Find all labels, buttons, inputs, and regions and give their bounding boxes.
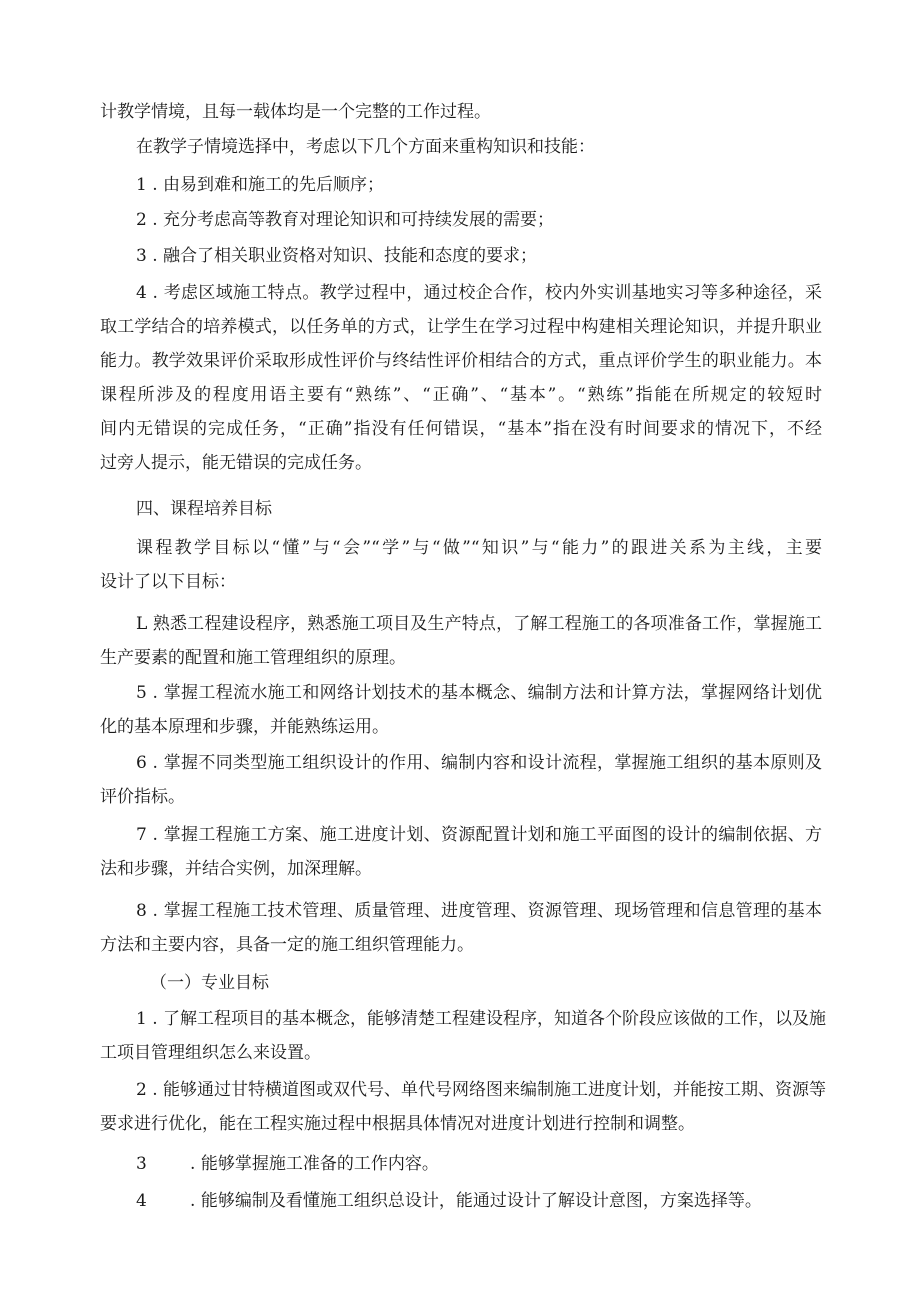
text-line: 评价指标。 <box>100 787 185 807</box>
professional-goal-1 <box>100 1002 827 1070</box>
paragraph-teaching-situation <box>100 95 822 129</box>
text-line: 在教学子情境选择中，考虑以下几个方面来重构知识和技能： <box>136 137 595 157</box>
text-line: 3 . 能够掌握施工准备的工作内容。 <box>136 1154 439 1174</box>
text-line: 1 . 了解工程项目的基本概念，能够清楚工程建设程序，知道各个阶段应该做的工作，以及施 <box>136 1009 827 1029</box>
subsection-heading <box>100 966 822 1000</box>
section-heading <box>100 492 822 526</box>
text-line: 法和步骤，并结合实例，加深理解。 <box>100 859 372 879</box>
goal-item-7 <box>100 818 822 886</box>
text-line: 方法和主要内容，具备一定的施工组织管理能力。 <box>100 935 474 955</box>
text-line: 6 . 掌握不同类型施工组织设计的作用、编制内容和设计流程，掌握施工组织的基本原则及 <box>136 753 822 773</box>
list-item-2 <box>100 203 822 237</box>
text-line: 过旁人提示，能无错误的完成任务。 <box>100 453 372 473</box>
heading-line: 四、课程培养目标 <box>136 499 272 519</box>
text-line: 生产要素的配置和施工管理组织的原理。 <box>100 648 406 668</box>
text-line: 2 . 充分考虑高等教育对理论知识和可持续发展的需要； <box>136 210 555 230</box>
text-line: 要求进行优化，能在工程实施过程中根据具体情况对进度计划进行控制和调整。 <box>100 1114 695 1134</box>
text-line: 2 . 能够通过甘特横道图或双代号、单代号网络图来编制施工进度计划，并能按工期、资源等 <box>136 1080 827 1100</box>
text-line: 能力。教学效果评价采取形成性评价与终结性评价相结合的方式，重点评价学生的职业能力。本 <box>100 351 822 371</box>
list-item-1 <box>100 168 822 202</box>
list-item-3 <box>100 239 822 273</box>
text-line: 5 . 掌握工程流水施工和网络计划技术的基本概念、编制方法和计算方法，掌握网络计划优 <box>136 683 822 703</box>
heading-line: （一）专业目标 <box>150 973 269 993</box>
text-line: 课程教学目标以“懂”与“会”“学”与“做”“知识”与“能力”的跟进关系为主线，主要 <box>136 538 822 558</box>
text-line: 3 . 融合了相关职业资格对知识、技能和态度的要求； <box>136 246 538 266</box>
text-line: L 熟悉工程建设程序，熟悉施工项目及生产特点，了解工程施工的各项准备工作，掌握施工 <box>136 614 822 634</box>
text-line: 工项目管理组织怎么来设置。 <box>100 1043 321 1063</box>
paragraph-goals-intro <box>100 531 822 599</box>
text-line: 取工学结合的培养模式，以任务单的方式，让学生在学习过程中构建相关理论知识，并提升职业 <box>100 317 822 337</box>
text-line: 4 . 考虑区域施工特点。教学过程中，通过校企合作，校内外实训基地实习等多种途径，采 <box>136 283 822 303</box>
text-line: 7 . 掌握工程施工方案、施工进度计划、资源配置计划和施工平面图的设计的编制依据、方 <box>136 825 822 845</box>
text-line: 间内无错误的完成任务，“正确”指没有任何错误，“基本”指在没有时间要求的情况下，不经 <box>100 419 822 439</box>
goal-item-1 <box>100 607 822 675</box>
professional-goal-3 <box>100 1147 822 1181</box>
goal-item-8 <box>100 894 822 962</box>
paragraph-intro <box>100 130 822 164</box>
goal-item-6 <box>100 746 822 814</box>
text-line: 化的基本原理和步骤，并能熟练运用。 <box>100 717 389 737</box>
text-line: 课程所涉及的程度用语主要有“熟练”、“正确”、“基本”。“熟练”指能在所规定的较短时 <box>100 385 822 405</box>
goal-item-5 <box>100 676 822 744</box>
professional-goal-4 <box>100 1184 822 1218</box>
text-line: 计教学情境，且每一载体均是一个完整的工作过程。 <box>100 102 491 122</box>
text-line: 4 . 能够编制及看懂施工组织总设计，能通过设计了解设计意图，方案选择等。 <box>136 1191 762 1211</box>
text-line: 8 . 掌握工程施工技术管理、质量管理、进度管理、资源管理、现场管理和信息管理的基本 <box>136 901 822 921</box>
professional-goal-2 <box>100 1073 827 1141</box>
text-line: 1 . 由易到难和施工的先后顺序； <box>136 175 385 195</box>
text-line: 设计了以下目标： <box>100 572 236 592</box>
list-item-4 <box>100 276 822 480</box>
